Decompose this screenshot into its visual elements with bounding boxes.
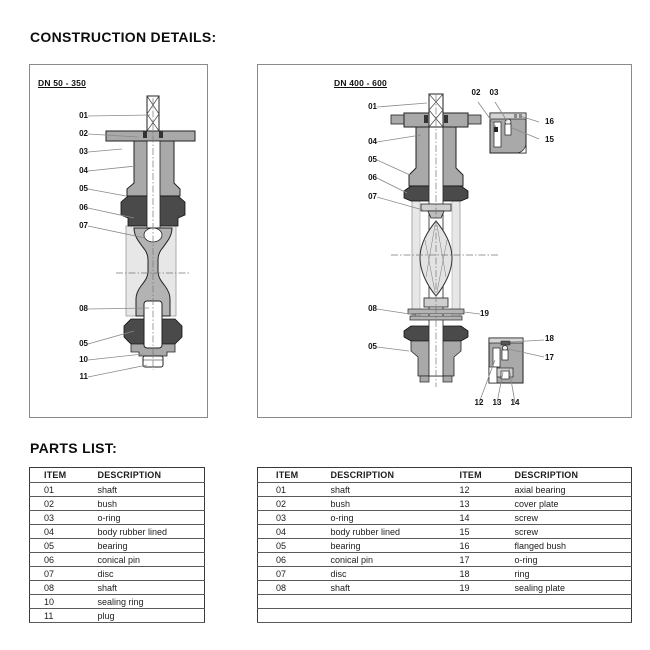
description-cell: plug (92, 609, 205, 623)
item-cell: 02 (258, 497, 325, 511)
item-cell: 14 (442, 511, 509, 525)
item-cell: 02 (30, 497, 92, 511)
table-row (258, 525, 632, 539)
bush-seal (143, 131, 147, 138)
callout-06: 06 (79, 203, 88, 212)
col-item-2: ITEM (442, 468, 509, 483)
callout-05b: 05 (368, 342, 377, 351)
item-cell: 07 (258, 567, 325, 581)
foot-left (420, 376, 429, 382)
callout-19: 19 (480, 309, 489, 318)
description-cell: conical pin (92, 553, 205, 567)
item-cell: 04 (30, 525, 92, 539)
item-cell: 11 (30, 609, 92, 623)
item-cell: 08 (30, 581, 92, 595)
description-cell: screw (509, 511, 632, 525)
o-ring-seal (159, 131, 163, 138)
item-cell: 10 (30, 595, 92, 609)
callout-05b: 05 (79, 339, 88, 348)
description-cell: o-ring (509, 553, 632, 567)
description-cell: ring (509, 567, 632, 581)
callout-08: 08 (79, 304, 88, 313)
table-row (30, 581, 205, 595)
callout-01: 01 (368, 102, 377, 111)
item-cell: 05 (258, 539, 325, 553)
item-cell: 03 (258, 511, 325, 525)
valve-cross-section-dn400-600 (258, 65, 631, 417)
diagram-dn50-350 (29, 64, 208, 418)
description-cell: sealing ring (92, 595, 205, 609)
table-row (30, 567, 205, 581)
item-cell (258, 609, 325, 623)
description-cell: o-ring (92, 511, 205, 525)
table-row (258, 483, 632, 497)
callout-04: 04 (79, 166, 88, 175)
table-header-row (30, 468, 205, 483)
description-cell: shaft (325, 581, 442, 595)
callout-04: 04 (368, 137, 377, 146)
col-item: ITEM (30, 468, 92, 483)
table-row (30, 511, 205, 525)
description-cell (325, 595, 442, 609)
callout-10: 10 (79, 355, 88, 364)
item-cell: 18 (442, 567, 509, 581)
item-cell (442, 609, 509, 623)
diagram-dn400-600 (257, 64, 632, 418)
flange-wing-right (468, 115, 481, 124)
callout-03: 03 (79, 147, 88, 156)
callout-16: 16 (545, 117, 554, 126)
callout-06: 06 (368, 173, 377, 182)
description-cell: shaft (92, 581, 205, 595)
description-cell: conical pin (325, 553, 442, 567)
item-cell: 04 (258, 525, 325, 539)
parts-list-title: PARTS LIST: (30, 440, 118, 456)
callout-07: 07 (79, 221, 88, 230)
callout-02: 02 (471, 88, 481, 97)
parts-table-left (29, 467, 205, 623)
table-row (30, 483, 205, 497)
callout-05: 05 (368, 155, 377, 164)
description-cell: cover plate (509, 497, 632, 511)
item-cell: 19 (442, 581, 509, 595)
item-cell (442, 595, 509, 609)
flange-wing-left (391, 115, 404, 124)
item-cell: 03 (30, 511, 92, 525)
item-cell: 01 (30, 483, 92, 497)
description-cell: bush (92, 497, 205, 511)
top-bearing-detail (490, 113, 526, 153)
description-cell: bearing (92, 539, 205, 553)
callout-17: 17 (545, 353, 554, 362)
description-cell: o-ring (325, 511, 442, 525)
table-row (30, 497, 205, 511)
item-cell: 06 (30, 553, 92, 567)
table-row (30, 595, 205, 609)
table-row (258, 581, 632, 595)
col-description-1: DESCRIPTION (325, 468, 442, 483)
callout-07: 07 (368, 192, 377, 201)
description-cell: disc (92, 567, 205, 581)
description-cell (509, 595, 632, 609)
parts-table-right (257, 467, 632, 623)
table-row (30, 553, 205, 567)
table-row (258, 567, 632, 581)
col-description-2: DESCRIPTION (509, 468, 632, 483)
table-row (30, 609, 205, 623)
item-cell: 05 (30, 539, 92, 553)
callout-18: 18 (545, 334, 554, 343)
diagram-range-label: DN 400 - 600 (334, 78, 387, 88)
table-row (30, 539, 205, 553)
shaft-column (147, 141, 160, 237)
callout-05: 05 (79, 184, 88, 193)
item-cell: 15 (442, 525, 509, 539)
item-cell: 13 (442, 497, 509, 511)
table-row (258, 553, 632, 567)
callout-11: 11 (79, 372, 88, 381)
callout-14: 14 (510, 398, 520, 407)
description-cell: axial bearing (509, 483, 632, 497)
description-cell: disc (325, 567, 442, 581)
table-row (30, 525, 205, 539)
callout-01: 01 (79, 111, 88, 120)
table-row-empty (258, 609, 632, 623)
table-row-empty (258, 595, 632, 609)
page-title: CONSTRUCTION DETAILS: (30, 29, 217, 45)
item-cell: 07 (30, 567, 92, 581)
description-cell: bush (325, 497, 442, 511)
item-cell: 17 (442, 553, 509, 567)
description-cell: body rubber lined (92, 525, 205, 539)
description-cell: sealing plate (509, 581, 632, 595)
valve-cross-section-dn50-350 (30, 65, 207, 417)
table-row (258, 511, 632, 525)
item-cell: 01 (258, 483, 325, 497)
item-cell: 08 (258, 581, 325, 595)
description-cell: screw (509, 525, 632, 539)
callout-15: 15 (545, 135, 554, 144)
diagram-range-label: DN 50 - 350 (38, 78, 87, 88)
col-description: DESCRIPTION (92, 468, 205, 483)
table-row (258, 539, 632, 553)
item-cell (258, 595, 325, 609)
callout-12: 12 (474, 398, 484, 407)
item-cell: 12 (442, 483, 509, 497)
description-cell: shaft (325, 483, 442, 497)
callout-13: 13 (492, 398, 502, 407)
callout-02: 02 (79, 129, 88, 138)
bottom-bearing-detail (489, 338, 523, 383)
table-row (258, 497, 632, 511)
item-cell: 06 (258, 553, 325, 567)
description-cell (509, 609, 632, 623)
col-item-1: ITEM (258, 468, 325, 483)
description-cell: bearing (325, 539, 442, 553)
item-cell: 16 (442, 539, 509, 553)
callout-03: 03 (489, 88, 499, 97)
description-cell: shaft (92, 483, 205, 497)
foot-right (443, 376, 452, 382)
bush-seal (424, 115, 428, 123)
callout-08: 08 (368, 304, 377, 313)
o-ring-seal (444, 115, 448, 123)
description-cell (325, 609, 442, 623)
description-cell: body rubber lined (325, 525, 442, 539)
description-cell: flanged bush (509, 539, 632, 553)
table-header-row (258, 468, 632, 483)
